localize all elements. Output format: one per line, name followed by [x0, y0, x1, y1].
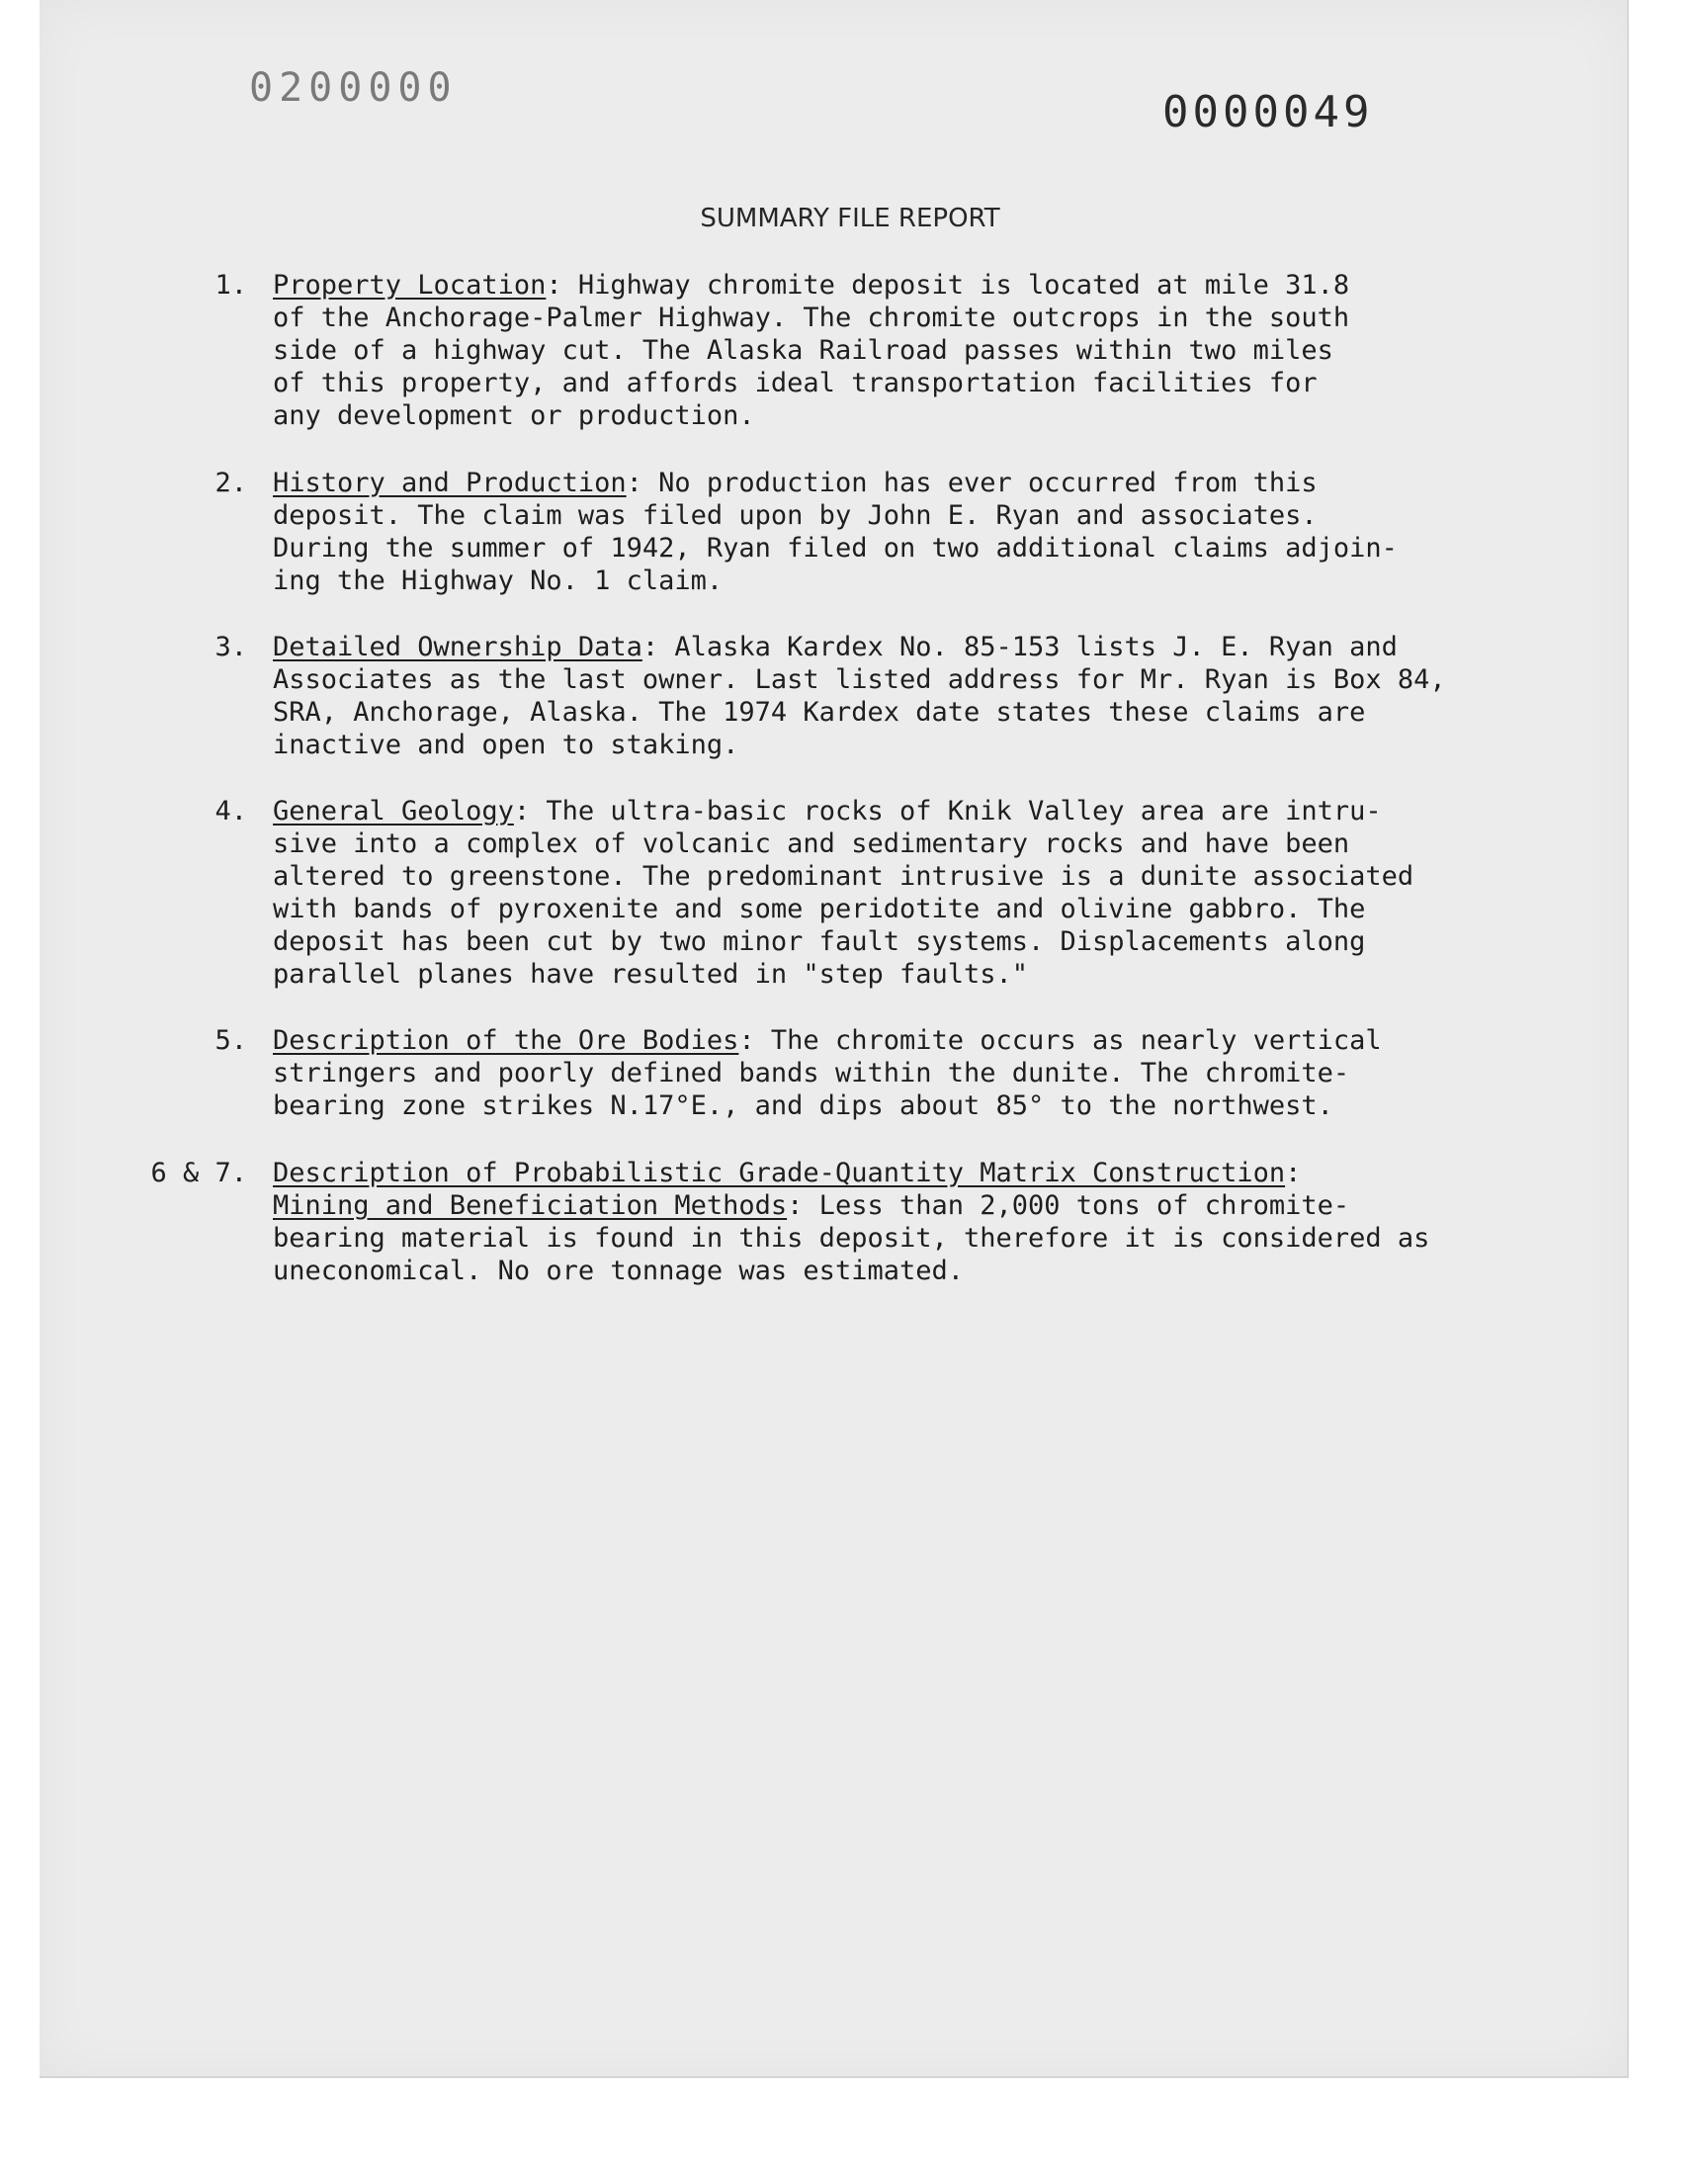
- section-heading: Detailed Ownership Data: [273, 632, 642, 662]
- section-heading: Property Location: [273, 270, 547, 301]
- section-body: [273, 1157, 1578, 1287]
- document-page: [40, 0, 1629, 2078]
- section-heading: History and Production: [273, 468, 627, 498]
- section-body: [273, 795, 1578, 991]
- section-text: : Alaska Kardex No. 85-153 lists J. E. Ryan and Associates as the last owner. Last listed address for Mr. Ryan is Box 84, SRA, Anchorage, Alaska. The 1974 Kardex date states these claims are inactive and open to staking.: [273, 632, 1446, 760]
- section-body: [273, 269, 1578, 432]
- section-text: : The ultra-basic rocks of Knik Valley area are intru- sive into a complex of volcanic and sedimentary rocks and have been altered to greenstone. The predominant intrusive is a dunite associated with bands of pyroxenite and some peridotite and olivine gabbro. The deposit has been cut by two minor fault systems. Displacements along parallel planes have resulted in "step faults.": [273, 796, 1414, 990]
- section-body: [273, 1024, 1578, 1122]
- section-body: [273, 467, 1578, 597]
- section-heading: General Geology: [273, 796, 514, 826]
- section-heading: Description of the Ore Bodies: [273, 1025, 739, 1056]
- section-heading: Description of Probabilistic Grade-Quantity Matrix Construction: [273, 1158, 1286, 1188]
- section-number: 5.: [214, 1025, 247, 1056]
- section-number: 6 & 7.: [150, 1158, 247, 1188]
- section-body: [273, 631, 1578, 761]
- section-subtext: : Less than 2,000 tons of chromite- bearing material is found in this deposit, therefore it is considered as uneconomical. No ore tonnage was estimated.: [273, 1190, 1430, 1286]
- section-number: 4.: [214, 796, 247, 826]
- section-text: : The chromite occurs as nearly vertical stringers and poorly defined bands within the dunite. The chromite- bearing zone strikes N.17°E., and dips about 85° to the northwest.: [273, 1025, 1382, 1121]
- section-number: 1.: [214, 270, 247, 301]
- section-text: : No production has ever occurred from this deposit. The claim was filed upon by John E. Ryan and associates. During the summer of 1942, Ryan filed on two additional claims adjoin- ing the Highway No. 1 claim.: [273, 468, 1398, 596]
- section-number: 2.: [214, 468, 247, 498]
- section-text: : Highway chromite deposit is located at mile 31.8 of the Anchorage-Palmer Highway. The chromite outcrops in the south side of a highway cut. The Alaska Railroad passes within two miles of this property, and affords ideal transportation facilities for any development or production.: [273, 270, 1350, 431]
- page-number-stamp: 0000049: [1162, 87, 1374, 137]
- section-number: 3.: [214, 632, 247, 662]
- document-stamp-number: 0200000: [249, 65, 458, 111]
- report-title: SUMMARY FILE REPORT: [700, 204, 1000, 233]
- section-subheading: Mining and Beneficiation Methods: [273, 1190, 788, 1221]
- section-text: :: [1285, 1158, 1302, 1188]
